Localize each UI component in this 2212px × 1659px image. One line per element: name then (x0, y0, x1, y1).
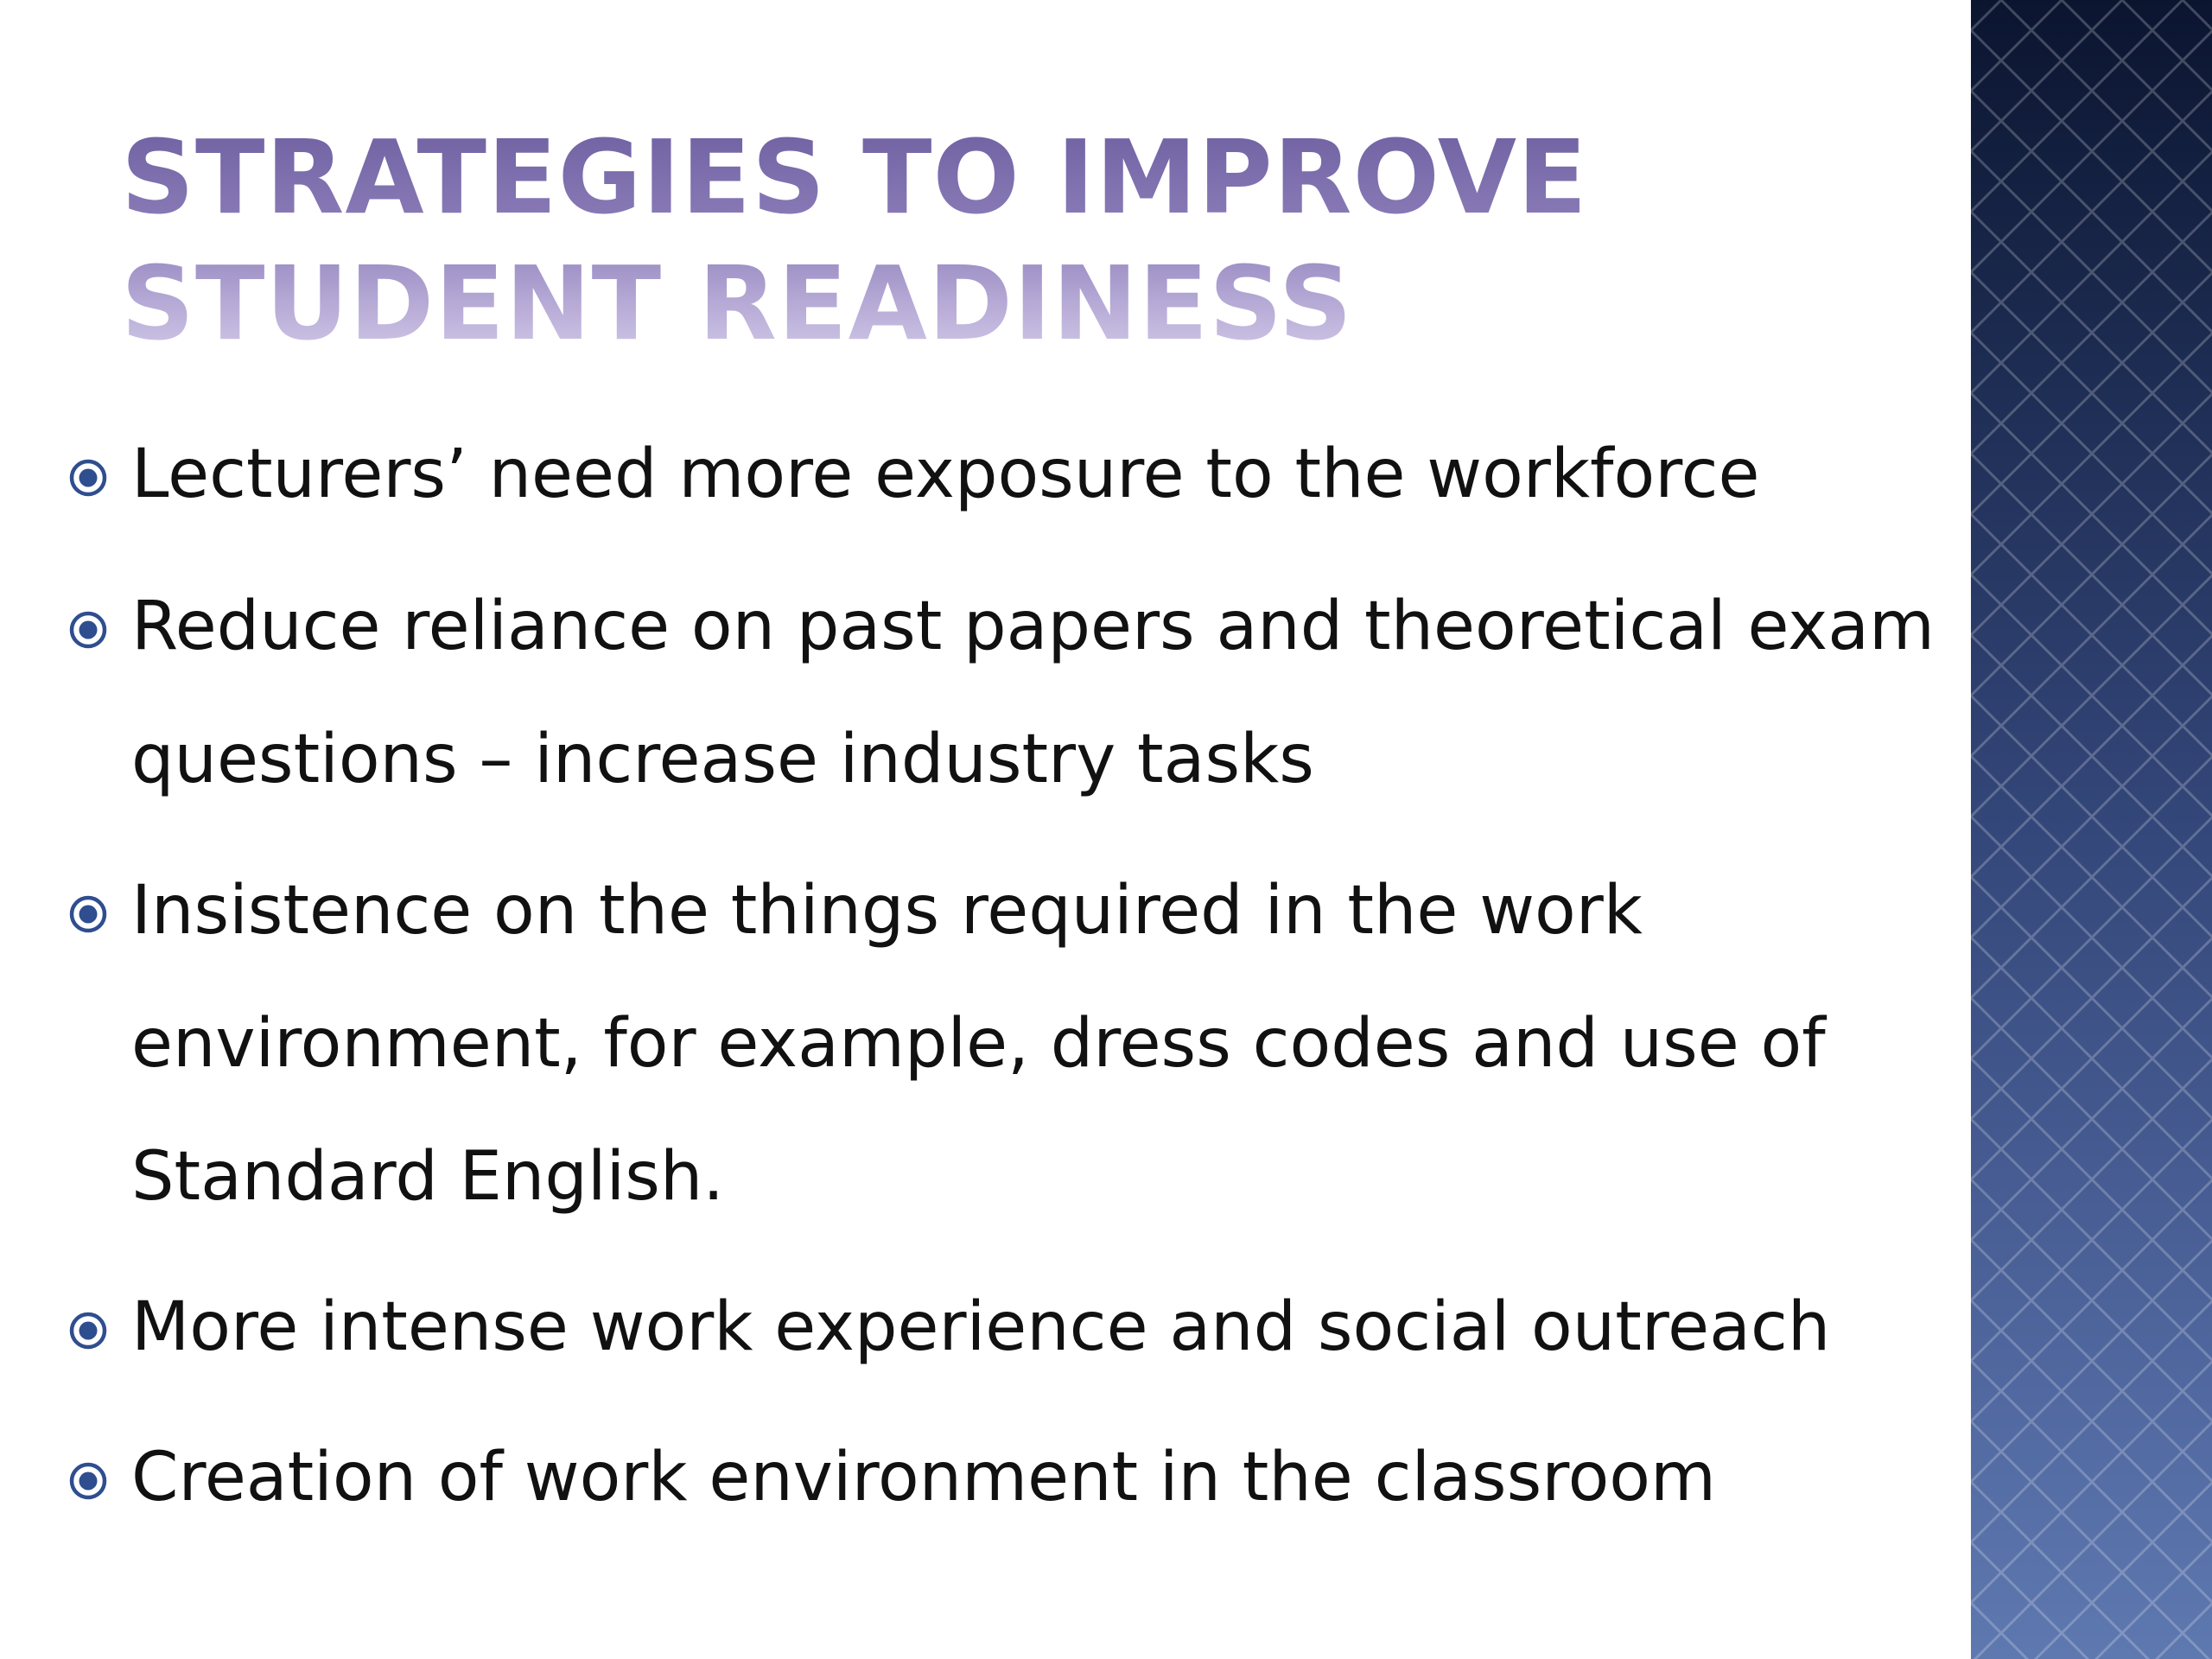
bullet-text: Lecturers’ need more exposure to the workforce (131, 435, 1760, 513)
slide-title: STRATEGIES TO IMPROVE STUDENT READINESS (121, 114, 1918, 366)
bullet-text: Creation of work environment in the classroom (131, 1439, 1716, 1516)
bullet-text: More intense work experience and social outreach (131, 1288, 1831, 1366)
circle-dot-icon (67, 893, 109, 935)
bullet-text: Reduce reliance on past papers and theoretical exam questions – increase industry tasks (131, 588, 1936, 798)
diamond-pattern-icon (1971, 0, 2212, 1659)
bullet-text: Insistence on the things required in the work environment, for example, dress codes and use of Standard English. (131, 872, 1826, 1216)
circle-dot-icon (67, 457, 109, 499)
circle-dot-icon (67, 1460, 109, 1502)
circle-dot-icon (67, 1310, 109, 1351)
circle-dot-icon (67, 609, 109, 651)
decorative-side-panel (1971, 0, 2212, 1659)
